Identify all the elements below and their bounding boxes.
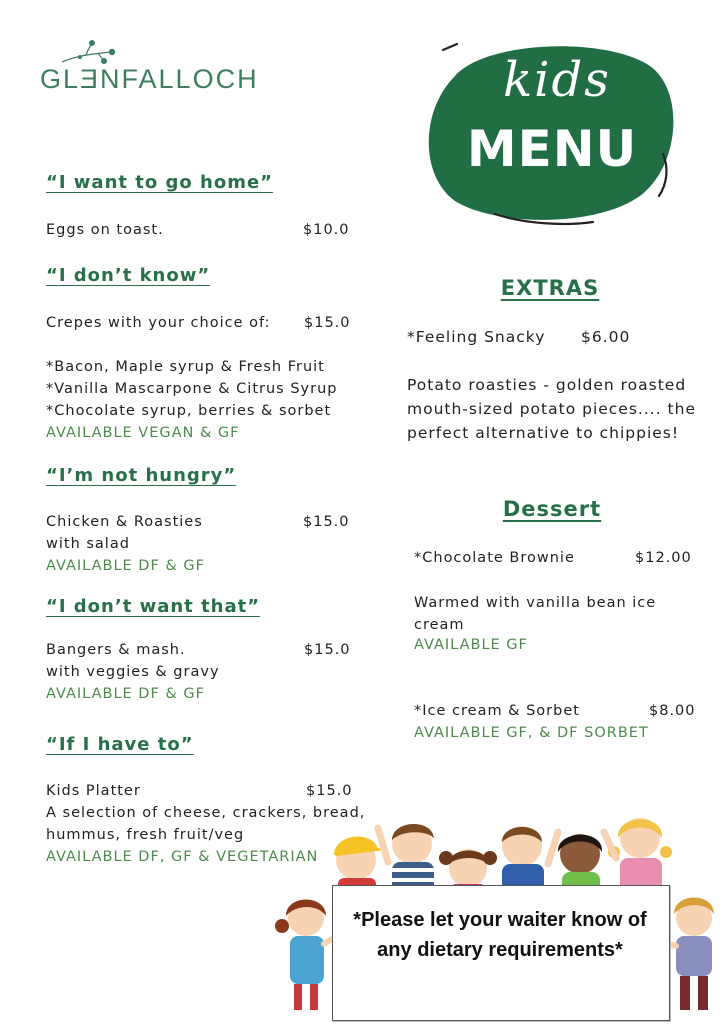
dietary-notice: *Please let your waiter know of any dietary requirements* [353,909,647,961]
section-heading-go-home: “I want to go home” [46,172,273,193]
platter-desc: A selection of cheese, crackers, bread, [46,805,366,821]
price-bangers: $15.0 [304,642,351,658]
section-heading-dont-want: “I don’t want that” [46,596,261,617]
menu-item-platter: Kids Platter [46,783,141,799]
crepe-option: *Bacon, Maple syrup & Fresh Fruit [46,359,325,375]
menu-item-bangers-sub: with veggies & gravy [46,664,220,680]
brownie-description: Warmed with vanilla bean ice cream [414,595,657,633]
price-brownie: $12.00 [635,550,692,566]
section-heading-dont-know: “I don’t know” [46,265,211,286]
availability-brownie: AVAILABLE GF [414,637,528,653]
price-chicken: $15.0 [303,514,350,530]
menu-item-brownie: *Chocolate Brownie [414,550,575,566]
section-heading-have-to: “If I have to” [46,734,194,755]
menu-item-chicken-sub: with salad [46,536,130,552]
crepe-option: *Chocolate syrup, berries & sorbet [46,403,332,419]
price-icecream: $8.00 [649,703,696,719]
menu-item-eggs: Eggs on toast. [46,222,164,238]
price-snacky: $6.00 [581,328,631,346]
menu-item-crepes: Crepes with your choice of: [46,315,271,331]
section-heading-extras: EXTRAS [500,276,600,300]
section-heading-dessert: Dessert [502,497,602,521]
price-platter: $15.0 [306,783,353,799]
menu-item-bangers: Bangers & mash. [46,642,186,658]
availability-chicken: AVAILABLE DF & GF [46,558,205,574]
section-heading-not-hungry: “I’m not hungry” [46,465,237,486]
child-girl-left [275,900,340,1011]
menu-item-chicken: Chicken & Roasties [46,514,203,530]
extras-description: Potato roasties - golden roasted mouth-sized potato pieces.... the perfect alternative to chippies! [407,376,696,442]
menu-item-snacky: *Feeling Snacky [407,328,546,346]
availability-crepes: AVAILABLE VEGAN & GF [46,425,240,441]
logo-text: GLƎNFALLOCH [40,64,259,94]
title-kids: kids [503,52,611,108]
platter-desc: hummus, fresh fruit/veg [46,827,245,843]
crepe-option: *Vanilla Mascarpone & Citrus Syrup [46,381,338,397]
price-crepes: $15.0 [304,315,351,331]
menu-item-icecream: *Ice cream & Sorbet [414,703,580,719]
price-eggs: $10.0 [303,222,350,238]
availability-platter: AVAILABLE DF, GF & VEGETARIAN [46,849,319,865]
availability-icecream: AVAILABLE GF, & DF SORBET [414,725,649,741]
title-menu: MENU [466,120,638,178]
child-blonde [604,818,672,892]
availability-bangers: AVAILABLE DF & GF [46,686,205,702]
